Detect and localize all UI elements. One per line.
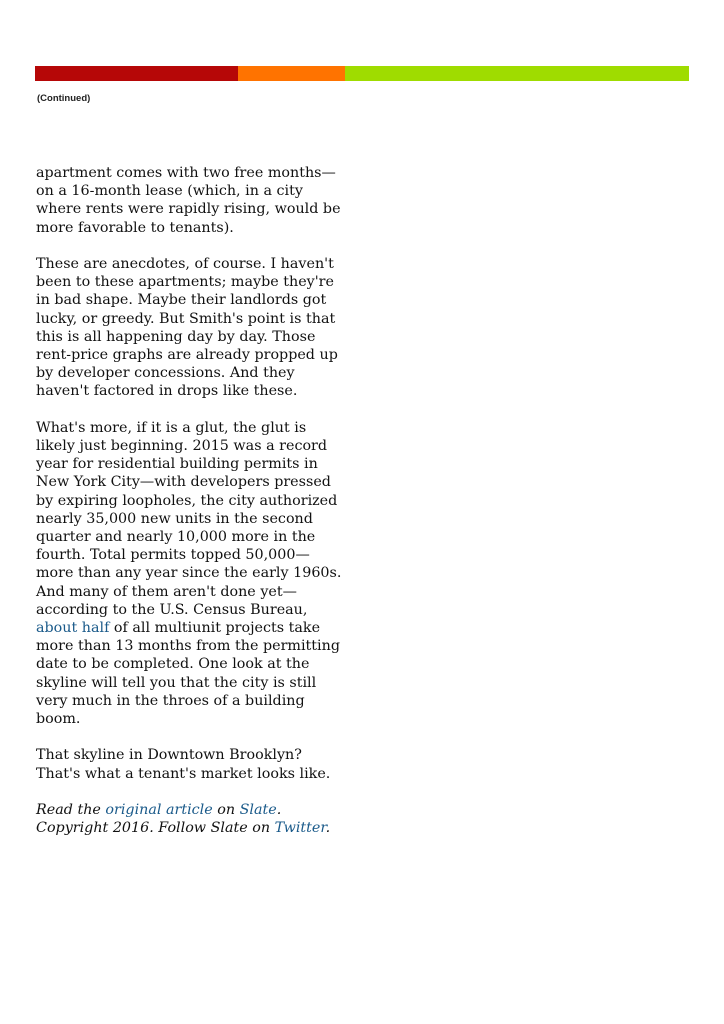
text-line: more than 13 months from the permitting [36, 638, 340, 655]
credit-text: . [276, 802, 282, 819]
paragraph-4 [36, 746, 356, 782]
slate-link[interactable]: Slate [239, 802, 277, 819]
text-line: more than any year since the early 1960s. [36, 565, 342, 582]
text-line: by expiring loopholes, the city authorized [36, 492, 338, 509]
text-line: more favorable to tenants). [36, 219, 234, 236]
about-half-link[interactable]: about half [36, 620, 110, 637]
color-bar-red-segment [35, 66, 238, 81]
text-line: These are anecdotes, of course. I haven't [36, 256, 334, 272]
text-line: What's more, if it is a glut, the glut is [36, 419, 307, 436]
text-line: That's what a tenant's market looks like. [36, 765, 331, 782]
text-line: by developer concessions. And they [36, 365, 295, 382]
text-line: apartment comes with two free months— [36, 165, 336, 181]
text-line: year for residential building permits in [36, 456, 318, 473]
twitter-link[interactable]: Twitter [274, 820, 326, 837]
text-line: according to the U.S. Census Bureau, [36, 601, 308, 618]
text-line: been to these apartments; maybe they're [36, 274, 334, 291]
credit-text: . [325, 820, 331, 837]
text-line: boom. [36, 711, 81, 728]
credit-text: Read the [36, 802, 106, 819]
text-line: fourth. Total permits topped 50,000— [36, 547, 310, 564]
link-line-text: of all multiunit projects take [109, 620, 321, 637]
credit-line-2 [36, 819, 356, 837]
text-line: likely just beginning. 2015 was a record [36, 438, 328, 455]
text-line: in bad shape. Maybe their landlords got [36, 292, 327, 309]
header-color-bar [35, 66, 689, 81]
text-line: rent-price graphs are already propped up [36, 347, 338, 364]
text-line: very much in the throes of a building [36, 692, 305, 709]
text-line: date to be completed. One look at the [36, 656, 310, 673]
text-line: lucky, or greedy. But Smith's point is that [36, 310, 336, 327]
text-line: And many of them aren't done yet— [36, 583, 297, 600]
color-bar-green-segment [345, 66, 689, 81]
text-line: this is all happening day by day. Those [36, 328, 316, 345]
paragraph-2 [36, 255, 356, 401]
text-line: That skyline in Downtown Brooklyn? [36, 747, 302, 764]
text-line: New York City—with developers pressed [36, 474, 331, 491]
text-line: on a 16-month lease (which, in a city [36, 183, 303, 200]
article-body [36, 164, 356, 856]
paragraph-3 [36, 419, 356, 728]
credit-text: Copyright 2016. Follow Slate on [36, 820, 275, 837]
credit-text: on [212, 802, 240, 819]
credit-line-1 [36, 801, 356, 819]
text-line: skyline will tell you that the city is still [36, 674, 317, 691]
text-line: haven't factored in drops like these. [36, 383, 298, 400]
text-line: quarter and nearly 10,000 more in the [36, 529, 316, 546]
text-line: nearly 35,000 new units in the second [36, 510, 313, 527]
continued-label: (Continued) [37, 93, 91, 104]
color-bar-orange-segment [238, 66, 345, 81]
source-credit [36, 801, 356, 837]
original-article-link[interactable]: original article [105, 802, 213, 819]
text-line: where rents were rapidly rising, would be [36, 201, 341, 218]
text-line-with-link [36, 619, 356, 637]
paragraph-1 [36, 164, 356, 237]
